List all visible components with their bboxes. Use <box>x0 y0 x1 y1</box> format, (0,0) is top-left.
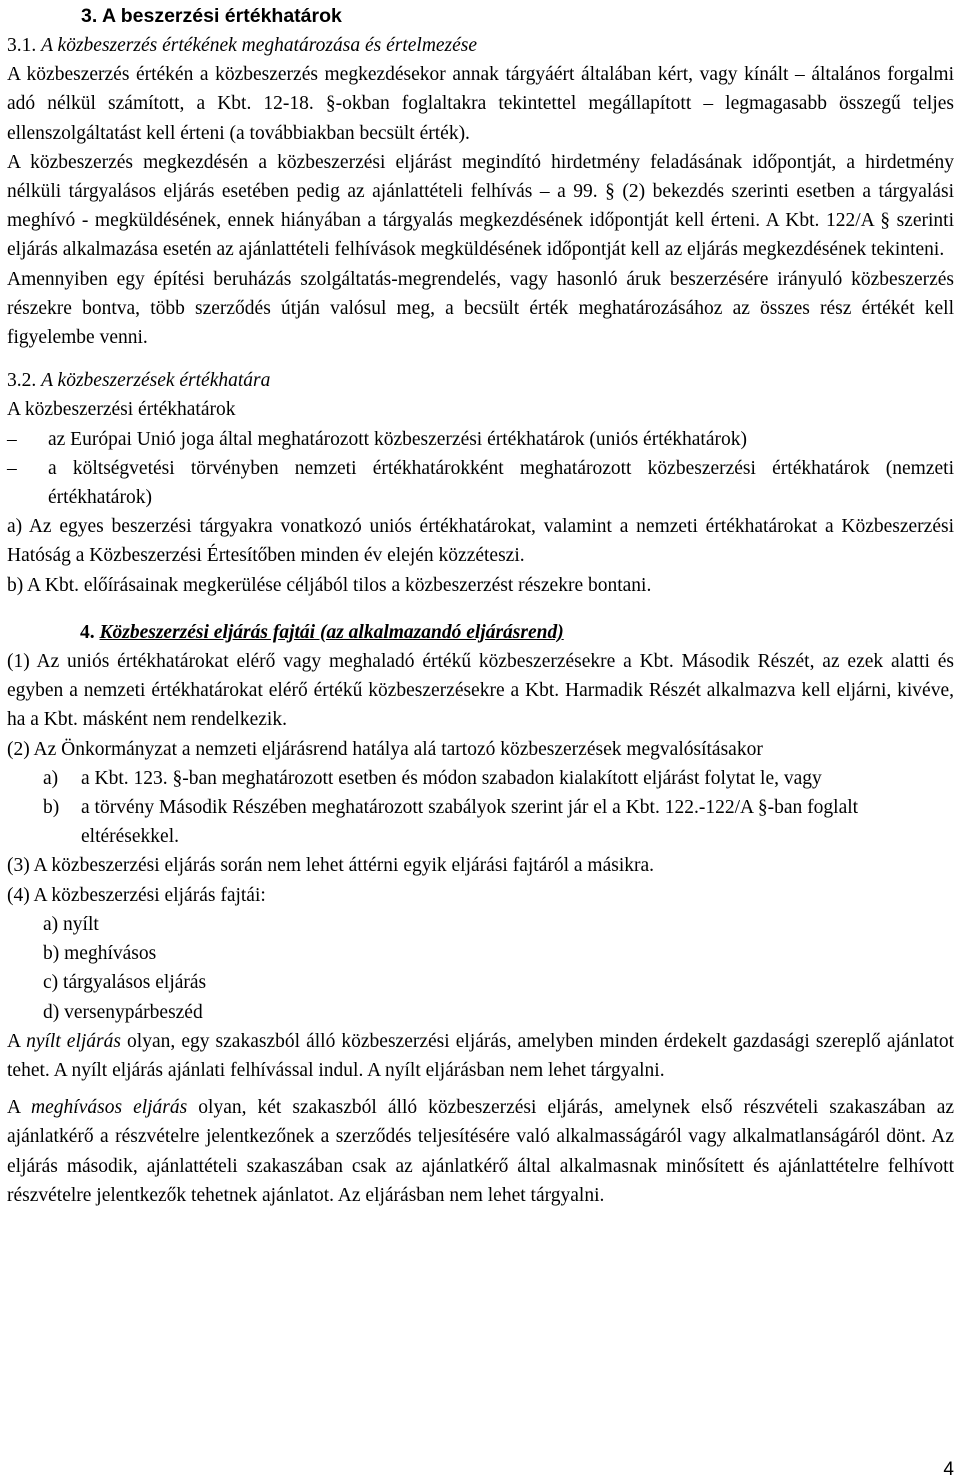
paragraph-4-4: (4) A közbeszerzési eljárás fajtái: <box>7 884 266 906</box>
paragraph-becsult-ertek: A közbeszerzés értékén a közbeszerzés megkezdésekor annak tárgyáért általában kért, vagy kínált – általános forgalmi adó nélkül számított, a Kbt. 12-18. §-okban foglaltakra tekintettel megállapított – legmagasabb összegű teljes ellenszolgáltatást kell érteni (a továbbiakban becsült érték). <box>7 64 954 144</box>
alpha-list-item <box>7 793 954 851</box>
alpha-text: a Kbt. 123. §-ban meghatározott esetben és módon szabadon kialakított eljárást folytat le, vagy <box>81 767 822 789</box>
subsection-3-1-heading <box>7 31 954 60</box>
paragraph-reszekre-bontas: Amennyiben egy építési beruházás szolgáltatás-megrendelés, vagy hasonló áruk beszerzésére irányuló közbeszerzés részekre bontva, több szerződés útján valósul meg, a becsült érték meghatározásához az összes rész értékét kell figyelembe venni. <box>7 268 954 349</box>
paragraph-4-1: (1) Az uniós értékhatárokat elérő vagy meghaladó értékű közbeszerzésekre a Kbt. Második Részét, az ezek alatti és egyben a nemzeti értékhatárokat elérő értékű közbeszerzésekre a Kbt. Harmadik Részét alkalmazva kell eljárni, kivéve, ha a Kbt. másként nem rendelkezik. <box>7 651 954 731</box>
dash-text: a költségvetési törvényben nemzeti értékhatárokként meghatározott közbeszerzési értékhatárok (nemzeti értékhatárok) <box>48 457 954 509</box>
subsection-3-2-heading <box>7 366 954 395</box>
paragraph-ertekhatarok-intro: A közbeszerzési értékhatárok <box>7 399 236 421</box>
subsection-title: A közbeszerzések értékhatára <box>41 370 271 392</box>
dash-text: az Európai Unió joga által meghatározott közbeszerzési értékhatárok (uniós értékhatárok) <box>48 428 747 450</box>
paragraph-4-3: (3) A közbeszerzési eljárás során nem lehet áttérni egyik eljárási fajtáról a másikra. <box>7 855 655 877</box>
procedure-type: c) tárgyalásos eljárás <box>43 972 207 994</box>
dash-marker: – <box>7 457 17 479</box>
dash-marker: – <box>7 428 17 450</box>
document-page <box>7 0 954 1210</box>
paragraph-megkezdes: A közbeszerzés megkezdésén a közbeszerzési eljárást megindító hirdetmény feladásának időpontját, a hirdetmény nélküli tárgyalásos eljárás esetében pedig az ajánlattételi felhívás – a 99. § (2) bekezdés szerinti esetben a tárgyalási meghívó - megküldésének, ennek hiányában a tárgyalás megkezdésének időpontját kell érteni. A Kbt. 122/A § szerinti eljárás alkalmazása esetén az ajánlattételi felhívások megküldésének időpontját kell az eljárás megkezdésének tekinteni. <box>7 151 954 261</box>
procedure-type: a) nyílt <box>43 913 99 935</box>
alpha-text: a törvény Második Részében meghatározott szabályok szerint jár el a Kbt. 122.-122/A §-ban foglalt eltérésekkel. <box>81 797 859 848</box>
section-number: 4. <box>80 621 95 643</box>
section-4-heading <box>7 618 954 647</box>
text-run: A <box>7 1097 32 1119</box>
section-3-heading: 3. A beszerzési értékhatárok <box>81 5 342 27</box>
text-run: olyan, két szakaszból álló közbeszerzési eljárás, amelynek első részvételi szakaszában az ajánlatkérő a részvételre jelentkezőnek a szerződés teljesítésére való alkalmasságáról vagy alkalmatlanságáról dönt. Az eljárás második, ajánlattételi szakaszában csak az ajánlatkérő által alkalmasnak minősített és ajánlattételre felhívott részvételre jelentkezők tehetnek ajánlatot. Az eljárásban nem lehet tárgyalni. <box>7 1097 954 1206</box>
alpha-marker: a) <box>43 767 59 789</box>
page-number: 4 <box>943 1459 954 1480</box>
paragraph-4-2: (2) Az Önkormányzat a nemzeti eljárásrend hatálya alá tartozó közbeszerzések megvalósításakor <box>7 738 763 760</box>
paragraph-kozzeteszi: a) Az egyes beszerzési tárgyakra vonatkozó uniós értékhatárokat, valamint a nemzeti értékhatárokat a Közbeszerzési Hatóság a Közbeszerzési Értesítőben minden év elején közzéteszi. <box>7 516 954 567</box>
dash-list-item <box>7 425 954 454</box>
subsection-number: 3.2. <box>7 370 37 392</box>
dash-list-item <box>7 454 954 512</box>
subsection-number: 3.1. <box>7 35 37 56</box>
paragraph-tilos-bontani: b) A Kbt. előírásainak megkerülése céljából tilos a közbeszerzést részekre bontani. <box>7 574 652 596</box>
text-run: olyan, egy szakaszból álló közbeszerzési eljárás, amelyben minden érdekelt gazdasági szereplő ajánlatot tehet. A nyílt eljárás ajánlati felhívással indul. A nyílt eljárásban nem lehet tárgyalni. <box>7 1030 954 1081</box>
emphasis: nyílt eljárás <box>26 1030 121 1052</box>
text-run: A <box>7 1030 27 1052</box>
procedure-type: b) meghívásos <box>43 943 157 965</box>
paragraph-nyilt-eljaras <box>7 1027 954 1085</box>
paragraph-meghivasos-eljaras <box>7 1093 954 1210</box>
emphasis: meghívásos eljárás <box>31 1097 188 1119</box>
section-title: Közbeszerzési eljárás fajtái (az alkalmazandó eljárásrend) <box>99 621 564 643</box>
alpha-marker: b) <box>43 797 60 819</box>
subsection-title: A közbeszerzés értékének meghatározása és értelmezése <box>41 35 478 56</box>
alpha-list-item <box>7 764 954 793</box>
procedure-type: d) versenypárbeszéd <box>43 1001 203 1023</box>
